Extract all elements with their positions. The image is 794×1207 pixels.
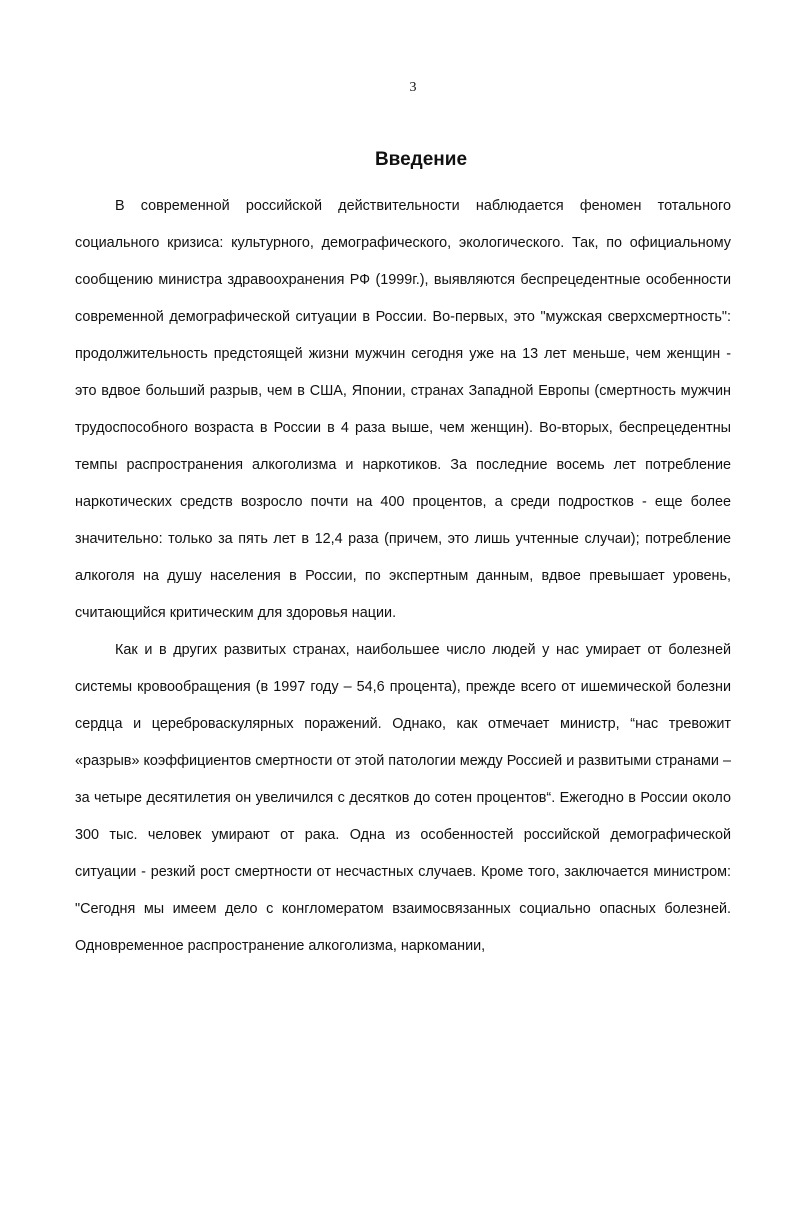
- section-title: Введение: [374, 149, 468, 170]
- paragraph-1: В современной российской действительности наблюдается феномен тотального социального кризиса: культурного, демографического, экологического. Так, по официальному сообщению министра здравоохранения РФ (1999г.), выявляются беспрецедентные особенности современной демографической ситуации в России. Во-первых, это "мужская сверхсмертность": продолжительность предстоящей жизни мужчин сегодня уже на 13 лет меньше, чем женщин - это вдвое больший разрыв, чем в США, Японии, странах Западной Европы (смертность мужчин трудоспособного возраста в России в 4 раза выше, чем женщин). Во-вторых, беспрецедентны темпы распространения алкоголизма и наркотиков. За последние восемь лет потребление наркотических средств возросло почти на 400 процентов, а среди подростков - еще более значительно: только за пять лет в 12,4 раза (причем, это лишь учтенные случаи); потребление алкоголя на душу населения в России, по экспертным данным, вдвое превышает уровень, считающийся критическим для здоровья нации.: [75, 198, 731, 621]
- page-number: 3: [409, 80, 417, 95]
- body-text: [75, 188, 731, 965]
- paragraph-2: Как и в других развитых странах, наибольшее число людей у нас умирает от болезней системы кровообращения (в 1997 году – 54,6 процента), прежде всего от ишемической болезни сердца и цереброваскулярных поражений. Однако, как отмечает министр, “нас тревожит «разрыв» коэффициентов смертности от этой патологии между Россией и развитыми странами – за четыре десятилетия он увеличился с десятков до сотен процентов“. Ежегодно в России около 300 тыс. человек умирают от рака. Одна из особенностей российской демографической ситуации - резкий рост смертности от несчастных случаев. Кроме того, заключается министром: "Сегодня мы имеем дело с конгломератом взаимосвязанных социально опасных болезней. Одновременное распространение алкоголизма, наркомании,: [75, 642, 731, 954]
